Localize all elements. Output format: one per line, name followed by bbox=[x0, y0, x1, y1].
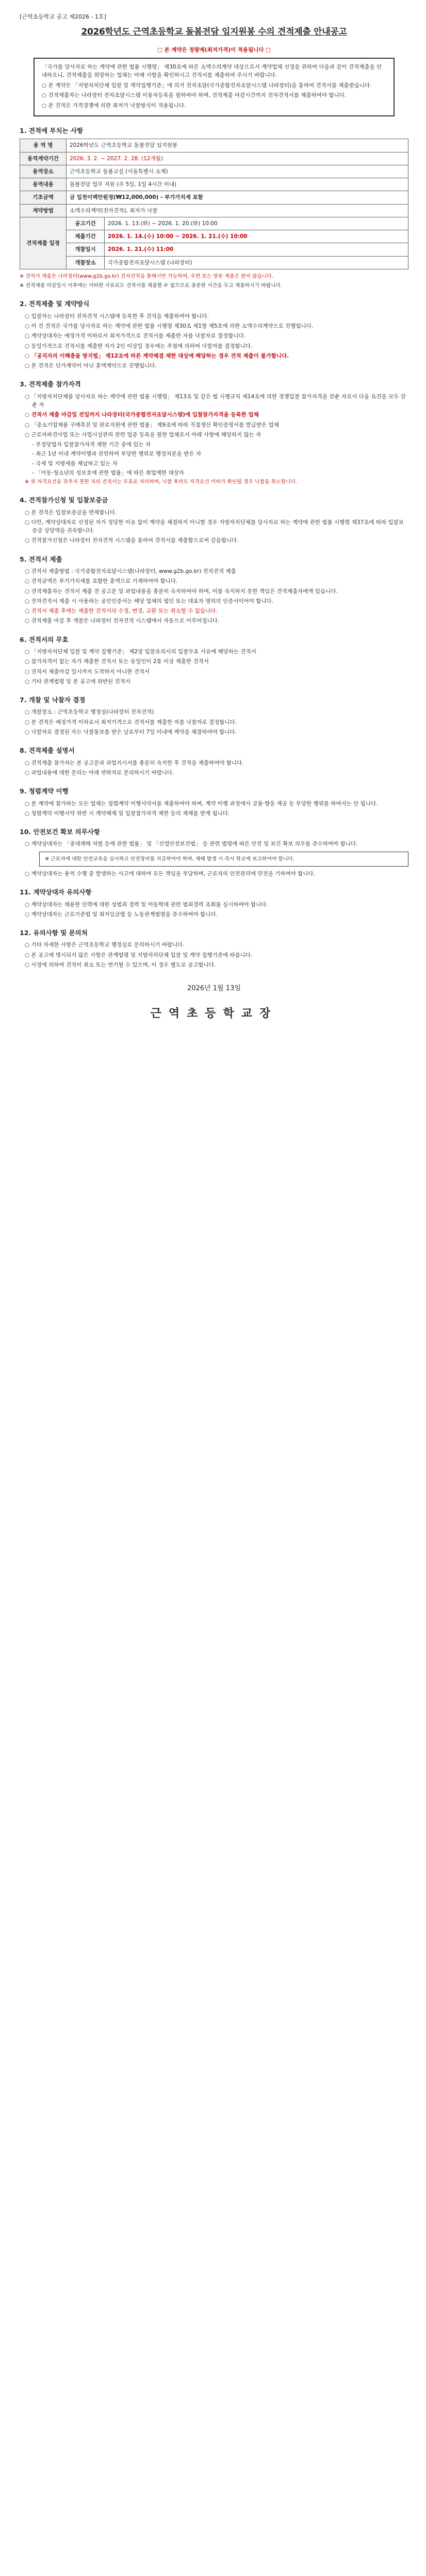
row-value: 소액수의계약(전자견적), 최저가 낙찰 bbox=[67, 204, 408, 217]
list-item: ○ 「공직자의 이해충돌 방지법」 제12조에 따른 계약체결 제한 대상에 해당하는 경우 견적 제출이 불가합니다. bbox=[25, 352, 289, 359]
row-value: 2026. 3. 2. ~ 2027. 2. 28. (12개월) bbox=[67, 152, 408, 165]
list-item: ○ 기타 자세한 사항은 근역초등학교 행정실로 문의하시기 바랍니다. bbox=[25, 942, 185, 948]
list-item: ○ 계약상대자는 근로기준법 및 최저임금법 등 노동관계법령을 준수하여야 합니다. bbox=[25, 911, 218, 918]
list-item: ○ 견적서 제출마감 일시까지 도착하지 아니한 견적서 bbox=[25, 668, 150, 675]
schedule-key: 개찰일시 bbox=[67, 243, 105, 256]
list-item: ○ 전자견적서 제출 시 사용하는 공인인증서는 해당 업체의 법인 또는 대표자 명의의 인증서이어야 합니다. bbox=[25, 598, 273, 604]
section-6 bbox=[20, 635, 408, 686]
intro-item: ○ 본 견적은 가격경쟁에 의한 최저가 낙찰방식이 적용됩니다. bbox=[42, 102, 186, 109]
list-item: ○ 본 견적은 단가계약이 아닌 총액계약으로 진행됩니다. bbox=[25, 363, 157, 369]
note: ※ 위 자격요건을 갖추지 못한 자의 견적서는 무효로 처리하며, 낙찰 후라도 자격요건 미비가 확인될 경우 낙찰을 취소합니다. bbox=[25, 479, 297, 485]
section-11 bbox=[20, 887, 408, 919]
section-heading: 7. 개찰 및 낙찰자 결정 bbox=[20, 696, 86, 704]
section-5 bbox=[20, 554, 408, 625]
row-label: 용역계약기간 bbox=[20, 152, 67, 165]
section-10 bbox=[20, 827, 408, 878]
section-heading: 4. 견적참가신청 및 입찰보증금 bbox=[20, 496, 108, 504]
row-value: 2026학년도 근역초등학교 돌봄전담 임지원봉 bbox=[67, 139, 408, 152]
list-item: ○ 계약상대자는 예정가격 이하로서 최저가격으로 견적서를 제출한 자를 낙찰자로 결정합니다. bbox=[25, 333, 245, 340]
section-heading: 11. 계약상대자 유의사항 bbox=[20, 888, 92, 896]
schedule-label: 견적제출 일정 bbox=[20, 217, 67, 269]
document-page bbox=[0, 0, 426, 1043]
row-value: 근역초등학교 돌봄교실 (서울특별시 소재) bbox=[67, 165, 408, 178]
section-heading: 2. 견적제출 및 계약방식 bbox=[20, 300, 90, 308]
intro-item: ○ 본 계약은 「지방자치단체 입찰 및 계약집행기준」에 의거 전자조달(국가종합전자조달시스템 나라장터)을 통하여 견적서를 제출받습니다. bbox=[42, 82, 372, 89]
safety-note-box: ※ 근로자에 대한 안전교육을 실시하고 안전장비를 지급하여야 하며, 재해 발생 시 즉시 학교에 보고하여야 합니다. bbox=[39, 852, 408, 867]
list-item: ○ 본 계약에 참가하는 모든 업체는 청렴계약 이행서약서를 제출하여야 하며, 계약 이행 과정에서 금품·향응 제공 등 부당한 행위를 하여서는 안 됩니다. bbox=[25, 800, 378, 807]
list-item: ○ 견적서 제출 후에는 제출한 견적서의 수정, 변경, 교환 또는 취소할 수 없습니다. bbox=[25, 608, 218, 615]
row-label: 용역장소 bbox=[20, 165, 67, 178]
list-item: ○ 견적금액은 부가가치세를 포함한 총액으로 기재하여야 합니다. bbox=[25, 578, 178, 585]
list-item: ○ 기타 관계법령 및 본 공고에 위반된 견적서 bbox=[25, 678, 130, 685]
row-value: 돌봄전담 업무 지원 (주 5일, 1일 4시간 이내) bbox=[67, 178, 408, 191]
list-item: ○ 이 건 견적은 국가를 당사자로 하는 계약에 관한 법률 시행령 제30조 제1항 제5호에 의한 소액수의계약으로 진행됩니다. bbox=[25, 323, 314, 329]
intro-item: ○ 견적제출자는 나라장터 전자조달시스템 이용자등록을 필하여야 하며, 견적제출 마감시간까지 전자견적서를 제출하여야 합니다. bbox=[42, 92, 347, 99]
section-heading: 5. 견적서 제출 bbox=[20, 555, 62, 563]
row-value: 금 일천이백만원정(₩12,000,000) - 부가가치세 포함 bbox=[67, 191, 408, 204]
sub-item: - 부정당업자 입찰참가자격 제한 기간 중에 있는 자 bbox=[32, 442, 151, 448]
issue-date: 2026년 1월 13일 bbox=[187, 985, 241, 993]
schedule-value: 2026. 1. 21.(수) 11:00 bbox=[105, 243, 408, 256]
list-item: ○ 견적제출자는 견적서 제출 전 공고문 및 과업내용을 충분히 숙지하여야 하며, 이를 숙지하지 못한 책임은 견적제출자에게 있습니다. bbox=[25, 588, 338, 595]
section-heading: 3. 견적제출 참가자격 bbox=[20, 380, 81, 388]
section-heading: 10. 안전보건 확보 의무사항 bbox=[20, 828, 100, 836]
issuer-signature: 근역초등학교장 bbox=[150, 1007, 278, 1021]
section-heading: 6. 견적서의 무효 bbox=[20, 635, 69, 643]
list-item: ○ 근로자파견사업 또는 사업시설관리 관련 업종 등록을 필한 업체로서 아래 사항에 해당하지 않는 자 bbox=[25, 431, 261, 438]
list-item: ○ 다만, 계약상대자로 선정된 자가 정당한 이유 없이 계약을 체결하지 아니할 경우 지방자치단체를 당사자로 하는 계약에 관한 법률 시행령 제37조에 따라 입찰보증금 상당액을 귀속합니다. bbox=[25, 519, 404, 534]
document-title: 2026학년도 근역초등학교 돌봄전담 임지원봉 수의 견적제출 안내공고 bbox=[81, 27, 347, 38]
list-item: ○ 낙찰자로 결정된 자는 낙찰통보를 받은 날로부터 7일 이내에 계약을 체결하여야 합니다. bbox=[25, 729, 237, 736]
list-item: ○ 「지방자치단체 입찰 및 계약 집행기준」 제2장 입찰유의서의 입찰무효 사유에 해당하는 견적서 bbox=[25, 649, 256, 655]
sub-item: - 「아동·청소년의 성보호에 관한 법률」에 따른 취업제한 대상자 bbox=[32, 469, 184, 476]
section-9 bbox=[20, 786, 408, 818]
list-item: ○ 동일가격으로 견적서를 제출한 자가 2인 이상일 경우에는 추첨에 의하여 낙찰자를 결정합니다. bbox=[25, 343, 253, 349]
list-item: ○ 참가자격이 없는 자가 제출한 견적서 또는 동일인이 2통 이상 제출한 견적서 bbox=[25, 658, 209, 665]
schedule-value: 2026. 1. 14.(수) 10:00 ~ 2026. 1. 21.(수) 10:00 bbox=[105, 230, 408, 243]
list-item: ○ 과업내용에 대한 문의는 아래 연락처로 문의하시기 바랍니다. bbox=[25, 769, 174, 776]
schedule-key: 공고기간 bbox=[67, 217, 105, 230]
list-item: ○ 계약상대자는 용역 수행 중 발생하는 사고에 대하여 모든 책임을 부담하며, 근로자의 안전관리에 만전을 기하여야 합니다. bbox=[25, 870, 315, 877]
list-item: ○ 견적서 제출방법 : 국가종합전자조달시스템(나라장터, www.g2b.go.kr) 전자견적 제출 bbox=[25, 568, 236, 575]
lead-line: □ 본 계약은 정량제(최저가격)이 적용됩니다 □ bbox=[157, 47, 271, 54]
section-heading: 8. 견적제출 설명서 bbox=[20, 747, 75, 755]
row-label: 기초금액 bbox=[20, 191, 67, 204]
list-item: ○ 본 견적은 입찰보증금을 면제합니다. bbox=[25, 509, 117, 516]
list-item: ○ 「지방자치단체를 당사자로 하는 계약에 관한 법률 시행령」 제13조 및 같은 법 시행규칙 제14조에 의한 경쟁입찰 참가자격을 갖춘 자로서 다음 요건을 모두 갖춘 자 bbox=[25, 393, 406, 408]
intro-box bbox=[34, 58, 395, 116]
sub-item: - 최근 1년 이내 계약이행과 관련하여 부당한 행위로 행정처분을 받은 자 bbox=[32, 451, 201, 457]
section-1 bbox=[20, 126, 408, 290]
list-item: ○ 견적제출 마감 후 개찰은 나라장터 전자견적 시스템에서 자동으로 이루어집니다. bbox=[25, 618, 220, 624]
schedule-value: 국가종합전자조달시스템 (나라장터) bbox=[105, 256, 408, 269]
schedule-key: 개찰장소 bbox=[67, 256, 105, 269]
section-2 bbox=[20, 299, 408, 370]
row-label: 용역내용 bbox=[20, 178, 67, 191]
row-label: 계약방법 bbox=[20, 204, 67, 217]
schedule-value: 2026. 1. 13.(화) ~ 2026. 1. 20.(화) 10:00 bbox=[105, 217, 408, 230]
section-heading: 12. 유의사항 및 문의처 bbox=[20, 929, 88, 937]
row-label: 용 역 명 bbox=[20, 139, 67, 152]
list-item: ○ 견적서 제출 마감일 전일까지 나라장터(국가종합전자조달시스템)에 입찰참가자격을 등록한 업체 bbox=[25, 412, 259, 418]
section-7 bbox=[20, 695, 408, 736]
list-item: ○ 견적참가신청은 나라장터 전자견적 시스템을 통하여 견적서를 제출함으로써 갈음합니다. bbox=[25, 537, 239, 544]
section-4 bbox=[20, 495, 408, 545]
list-item: ○ 「중소기업제품 구매촉진 및 판로지원에 관한 법률」 제9조에 따라 직접생산 확인증명서를 발급받은 업체 bbox=[25, 421, 279, 428]
list-item: ○ 개찰장소 : 근역초등학교 행정실(나라장터 전자견적) bbox=[25, 709, 154, 716]
section-heading: 1. 견적에 부치는 사항 bbox=[20, 126, 84, 134]
note: ※ 견적제출 마감일시 이후에는 어떠한 사유로도 견적서를 제출할 수 없으므로 충분한 시간을 두고 제출하시기 바랍니다. bbox=[20, 283, 283, 289]
note: ※ 견적서 제출은 나라장터(www.g2b.go.kr) 전자견적을 통해서만 가능하며, 우편 또는 방문 제출은 받지 않습니다. bbox=[20, 274, 273, 280]
intro-paragraph: 「국가를 당사자로 하는 계약에 관한 법률 시행령」 제30조에 따른 소액수의계약 대상으로서 계약업체 선정을 위하여 다음과 같이 견적제출을 안내하오니, 견적제출을 희망하는 업체는 아래 사항을 확인하시고 견적서를 제출하여 주시기 바랍니다. bbox=[42, 63, 382, 78]
sub-item: - 국세 및 지방세를 체납하고 있는 자 bbox=[32, 460, 118, 467]
list-item: ○ 견적제출 참가자는 본 공고문과 과업지시서를 충분히 숙지한 후 견적을 제출하여야 합니다. bbox=[25, 759, 244, 766]
section-3 bbox=[20, 379, 408, 486]
list-item: ○ 본 견적은 예정가격 이하로서 최저가격으로 견적서를 제출한 자를 낙찰자로 결정합니다. bbox=[25, 719, 237, 725]
overview-table bbox=[20, 139, 408, 269]
section-8 bbox=[20, 745, 408, 777]
list-item: ○ 본 공고에 명시되지 않은 사항은 관계법령 및 지방자치단체 입찰 및 계약 집행기준에 따릅니다. bbox=[25, 952, 253, 958]
list-item: ○ 계약상대자는 채용한 인력에 대한 성범죄 경력 및 아동학대 관련 범죄경력 조회를 실시하여야 합니다. bbox=[25, 901, 268, 908]
list-item: ○ 사정에 의하여 견적이 취소 또는 연기될 수 있으며, 이 경우 별도로 공고합니다. bbox=[25, 961, 216, 968]
section-heading: 9. 청렴계약 이행 bbox=[20, 787, 69, 795]
list-item: ○ 청렴계약 이행서약 위반 시 계약해제 및 입찰참가자격 제한 등의 제재를 받게 됩니다. bbox=[25, 810, 230, 817]
section-12 bbox=[20, 928, 408, 969]
list-item: ○ 입찰자는 나라장터 전자견적 시스템에 등록한 후 견적을 제출하여야 합니다. bbox=[25, 313, 209, 319]
list-item: ○ 계약상대자는 「중대재해 처벌 등에 관한 법률」 및 「산업안전보건법」 등 관련 법령에 따른 안전 및 보건 확보 의무를 준수하여야 합니다. bbox=[25, 841, 358, 848]
notice-number: [근역초등학교 공고 제2026 - 1호] bbox=[20, 13, 106, 20]
schedule-key: 제출기간 bbox=[67, 230, 105, 243]
